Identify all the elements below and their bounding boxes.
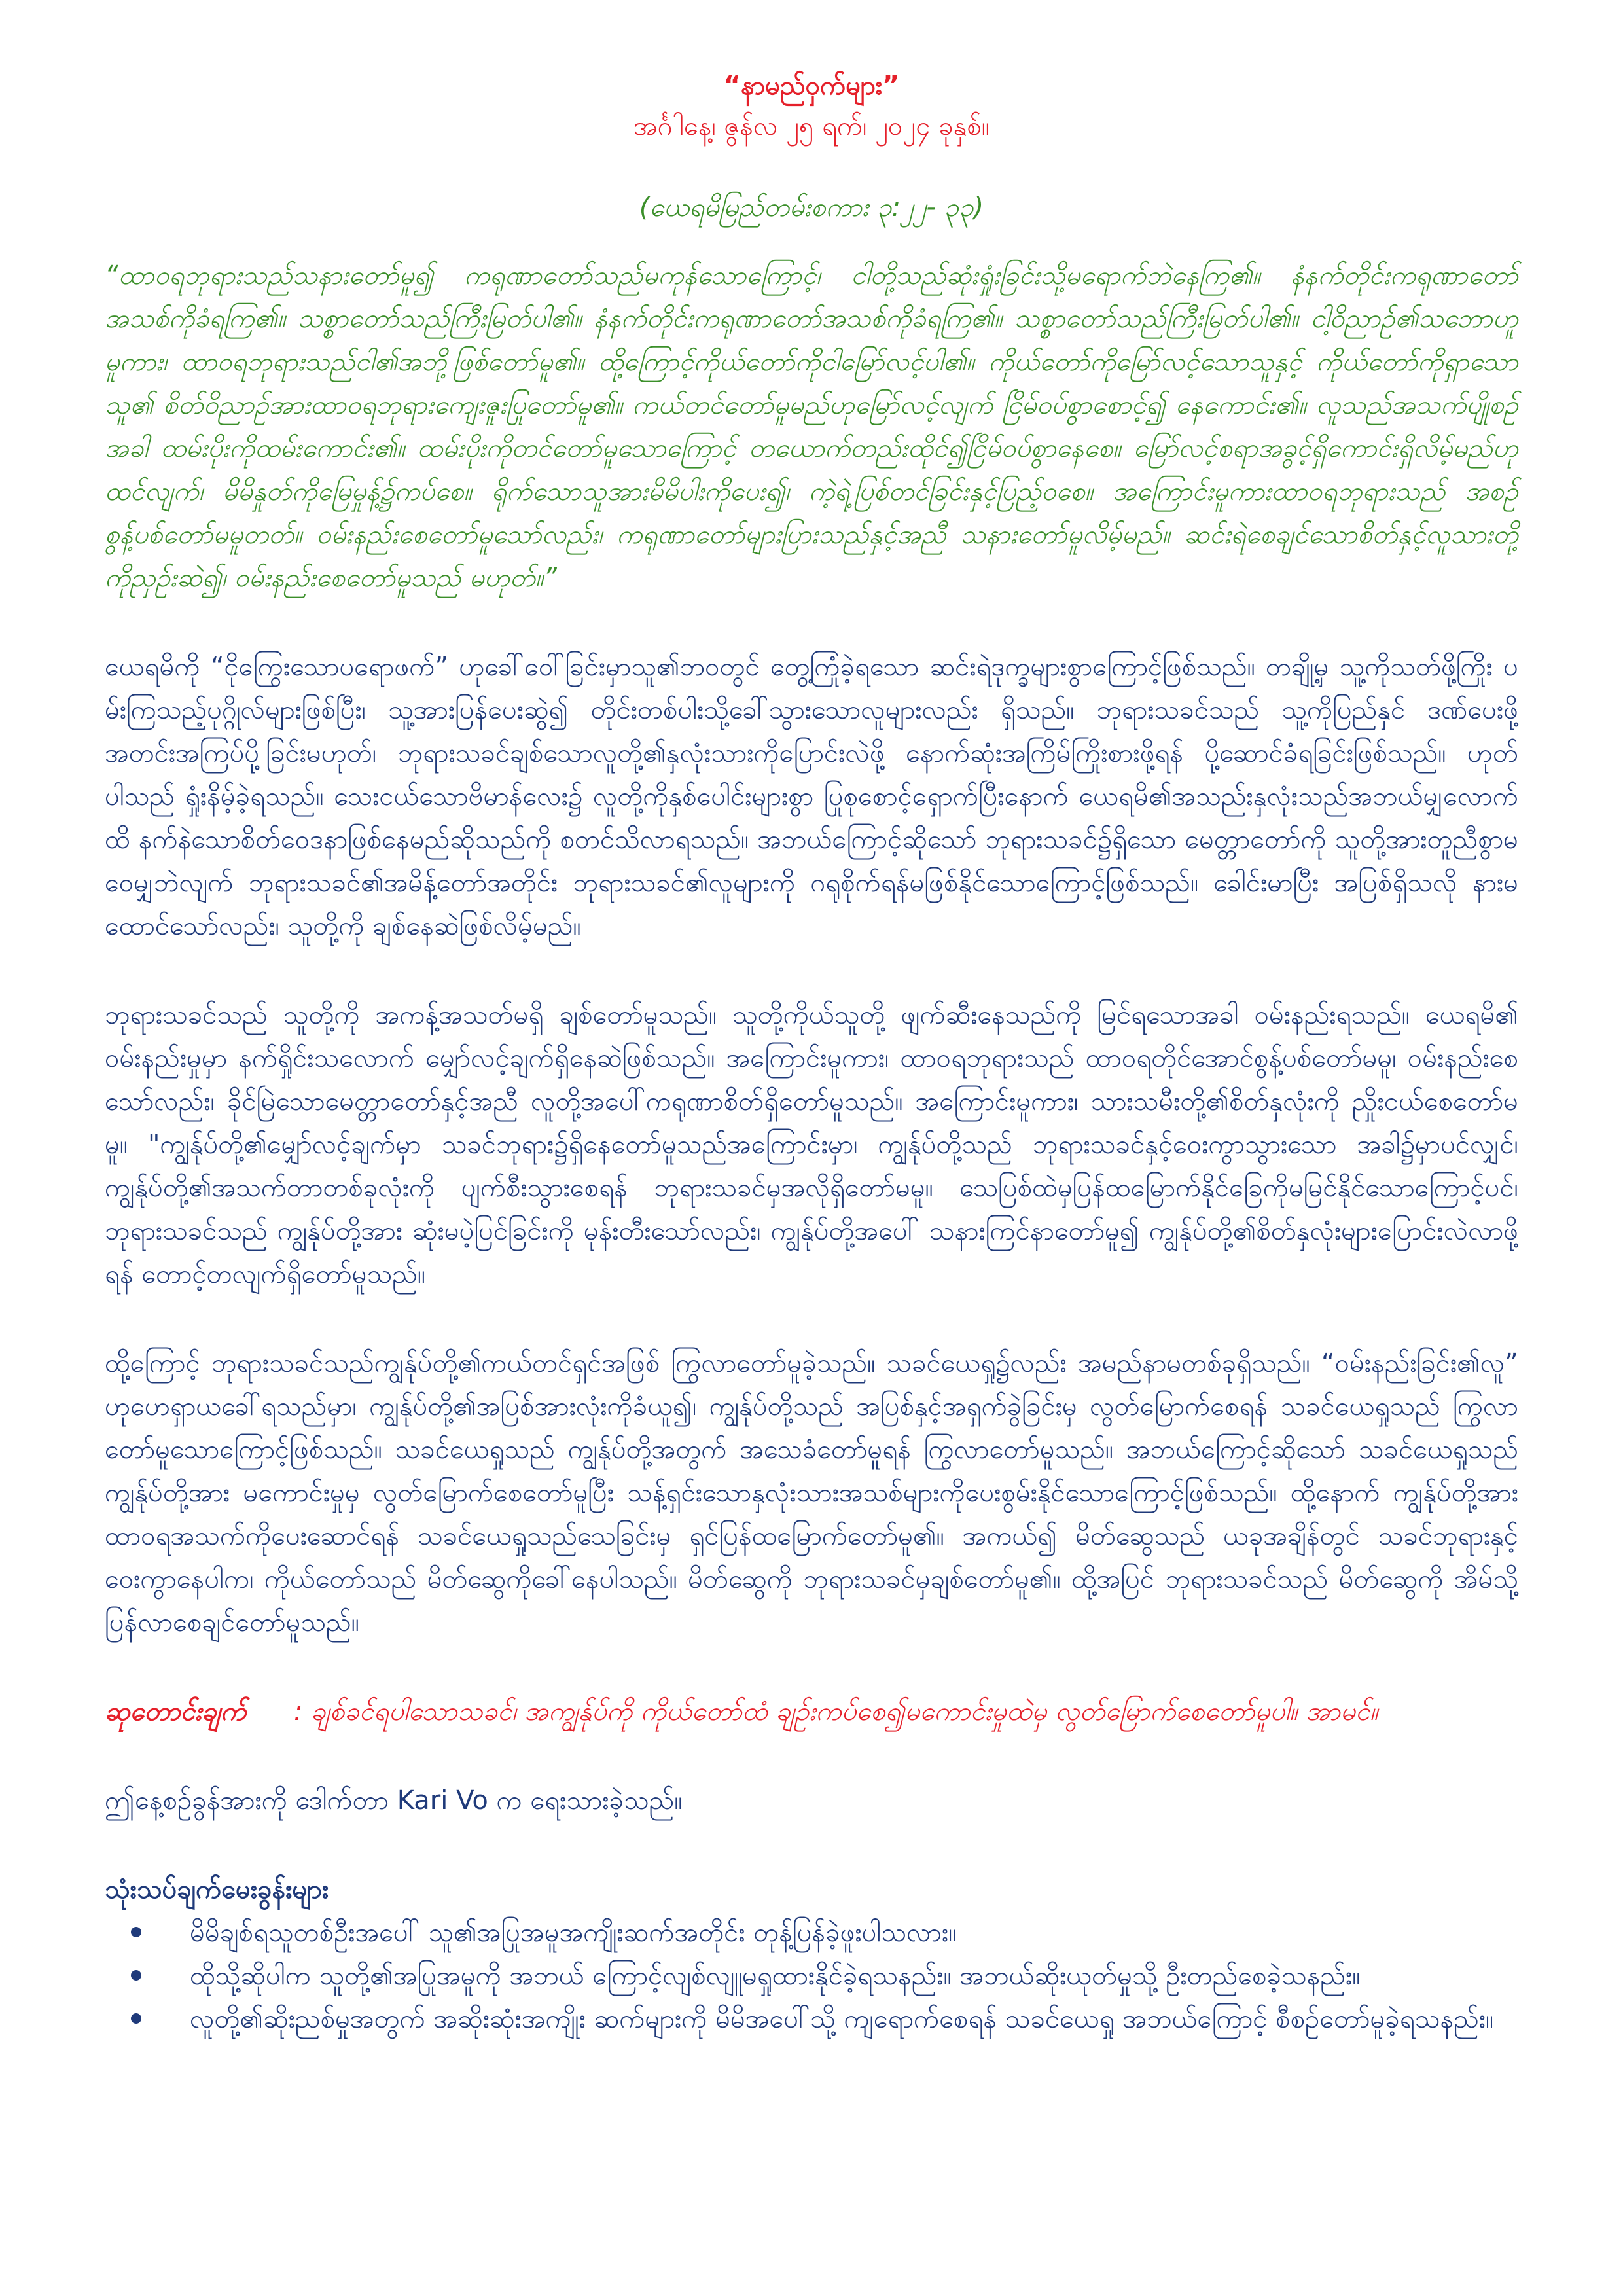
question-text: မိမိချစ်ရသူတစ်ဦးအပေါ် သူ၏အပြုအမူအကျိုးဆက်အတိုင်း တုန့်ပြန်ခဲ့ဖူးပါသလား။	[190, 1918, 957, 1948]
body-paragraph-1: ယေရမိကို “ငိုကြွေးသောပရောဖက်” ဟုခေါ်ဝေါ်ခြင်းမှာသူ၏ဘဝတွင် တွေ့ကြုံခဲ့ရသော ဆင်းရဲဒုက္ခများစွာကြောင့်ဖြစ်သည်။ တချို့မှ သူ့ကိုသတ်ဖို့ကြိုး ပမ်းကြသည့်ပုဂ္ဂိုလ်များဖြစ်ပြီး၊ သူ့အားပြန်ပေးဆွဲ၍ တိုင်းတစ်ပါးသို့ခေါ်သွားသောလူများလည်း ရှိသည်။ ဘုရားသခင်သည် သူ့ကိုပြည်နှင် ဒဏ်ပေးဖို့ အတင်းအကြပ်ပို့ခြင်းမဟုတ်၊ ဘုရားသခင်ချစ်သောလူတို့၏နှလုံးသားကိုပြောင်းလဲဖို့ နောက်ဆုံးအကြိမ်ကြိုးစားဖို့ရန် ပို့ဆောင်ခံရခြင်းဖြစ်သည်။ ဟုတ်ပါသည် ရှုံးနိမ့်ခဲ့ရသည်။ သေးငယ်သောဗိမာန်လေး၌ လူတို့ကိုနှစ်ပေါင်းများစွာ ပြုစုစောင့်ရှောက်ပြီးနောက် ယေရမိ၏အသည်းနှလုံးသည်အဘယ်မျှလောက်ထိ နက်နဲသောစိတ်ဝေဒနာဖြစ်နေမည်ဆိုသည်ကို စတင်သိလာရသည်။ အဘယ်ကြောင့်ဆိုသော် ဘုရားသခင်၌ရှိသော မေတ္တာတော်ကို သူတို့အားတူညီစွာမဝေမျှဘဲလျက် ဘုရားသခင်၏အမိန့်တော်အတိုင်း ဘုရားသခင်၏လူများကို ဂရုစိုက်ရန်မဖြစ်နိုင်သောကြောင့်ဖြစ်သည်။ ခေါင်းမာပြီး အပြစ်ရှိသလို နားမထောင်သော်လည်း၊ သူတို့ကို ချစ်နေဆဲဖြစ်လိမ့်မည်။	[105, 652, 1518, 941]
prayer-label: ဆုတောင်းချက်	[105, 1696, 247, 1727]
scripture-reference: (ယေရမိမြည်တမ်းစကား ၃:၂၂- ၃၃)	[639, 192, 984, 223]
scripture-text: “ထာဝရဘုရားသည်သနားတော်မူ၍ ကရုဏာတော်သည်မကုန်သောကြောင့်၊ ငါတို့သည်ဆုံးရှုံးခြင်းသို့မရောက်ဘဲနေကြ၏။ နံနက်တိုင်းကရုဏာတော် အသစ်ကိုခံရကြ၏။ သစ္စာတော်သည်ကြီးမြတ်ပါ၏။ နံနက်တိုင်းကရုဏာတော်အသစ်ကိုခံရကြ၏။ သစ္စာတော်သည်ကြီးမြတ်ပါ၏။ ငါ့ဝိညာဉ်၏သဘောဟူမူကား၊ ထာဝရဘုရားသည်ငါ၏အဘို့ဖြစ်တော်မူ၏။ ထို့ကြောင့်ကိုယ်တော်ကိုငါမြော်လင့်ပါ၏။ ကိုယ်တော်ကိုမြော်လင့်သောသူနှင့် ကိုယ်တော်ကိုရှာသောသူ၏ စိတ်ဝိညာဉ်အားထာဝရဘုရားကျေးဇူးပြုတော်မူ၏။ ကယ်တင်တော်မူမည်ဟုမြော်လင့်လျက် ငြိမ်ဝပ်စွာစောင့်၍ နေကောင်း၏။ လူသည်အသက်ပျိုစဉ်အခါ ထမ်းပိုးကိုထမ်းကောင်း၏။ ထမ်းပိုးကိုတင်တော်မူသောကြောင့် တယောက်တည်းထိုင်၍ငြိမ်ဝပ်စွာနေစေ။ မြော်လင့်စရာအခွင့်ရှိကောင်းရှိလိမ့်မည်ဟုထင်လျက်၊ မိမိနှုတ်ကိုမြေမှုန့်၌ကပ်စေ။ ရိုက်သောသူအားမိမိပါးကိုပေး၍၊ ကဲ့ရဲ့ပြစ်တင်ခြင်းနှင့်ပြည့်ဝစေ။ အကြောင်းမူကားထာဝရဘုရားသည် အစဉ်စွန့်ပစ်တော်မမူတတ်။ ဝမ်းနည်းစေတော်မူသော်လည်း၊ ကရုဏာတော်များပြားသည်နှင့်အညီ သနားတော်မူလိမ့်မည်။ ဆင်းရဲစေချင်သောစိတ်နှင့်လူသားတို့ကိုညှဉ်းဆဲ၍၊ ဝမ်းနည်းစေတော်မူသည် မဟုတ်။”	[105, 260, 1518, 593]
prayer-text: : ချစ်ခင်ရပါသောသခင်၊ အကျွန်ုပ်ကို ကိုယ်တော်ထံ ချဉ်းကပ်စေ၍မကောင်းမှုထဲမှ လွတ်မြောက်စေတော်မူပါ။ အာမင်။	[293, 1696, 1378, 1727]
devotional-title: “နာမည်ဝှက်များ”	[723, 71, 900, 101]
list-item	[105, 1954, 1518, 1998]
bullet-icon	[131, 1927, 141, 1937]
list-item	[105, 1998, 1518, 2041]
questions-list	[105, 1911, 1518, 2041]
body-paragraph-3: ထို့ကြောင့် ဘုရားသခင်သည်ကျွန်ုပ်တို့၏ကယ်တင်ရှင်အဖြစ် ကြွလာတော်မူခဲ့သည်။ သခင်ယေရှု၌လည်း အမည်နာမတစ်ခုရှိသည်။ “ဝမ်းနည်းခြင်း၏လူ” ဟုဟေရှာယခေါ်ရသည်မှာ၊ ကျွန်ုပ်တို့၏အပြစ်အားလုံးကိုခံယူ၍၊ ကျွန်ုပ်တို့သည် အပြစ်နှင့်အရှက်ခွဲခြင်းမှ လွတ်မြောက်စေရန် သခင်ယေရှုသည် ကြွလာတော်မူသောကြောင့်ဖြစ်သည်။ သခင်ယေရှုသည် ကျွန်ုပ်တို့အတွက် အသေခံတော်မူရန် ကြွလာတော်မူသည်။ အဘယ်ကြောင့်ဆိုသော် သခင်ယေရှုသည် ကျွန်ုပ်တို့အား မကောင်းမှုမှ လွတ်မြောက်စေတော်မူပြီး သန့်ရှင်းသောနှလုံးသားအသစ်များကိုပေးစွမ်းနိုင်သောကြောင့်ဖြစ်သည်။ ထို့နောက် ကျွန်ုပ်တို့အား ထာဝရအသက်ကိုပေးဆောင်ရန် သခင်ယေရှုသည်သေခြင်းမှ ရှင်ပြန်ထမြောက်တော်မူ၏။ အကယ်၍ မိတ်ဆွေသည် ယခုအချိန်တွင် သခင်ဘုရားနှင့် ဝေးကွာနေပါက၊ ကိုယ်တော်သည် မိတ်ဆွေကိုခေါ်နေပါသည်။ မိတ်ဆွေကို ဘုရားသခင်မှချစ်တော်မူ၏။ ထို့အပြင် ဘုရားသခင်သည် မိတ်ဆွေကို အိမ်သို့ပြန်လာစေချင်တော်မူသည်။	[105, 1348, 1518, 1638]
question-text: လူတို့၏ဆိုးညစ်မှုအတွက် အဆိုးဆုံးအကျိုး ဆက်များကို မိမိအပေါ်သို့ ကျရောက်စေရန် သခင်ယေရှု အဘယ်ကြောင့် စီစဉ်တော်မူခဲ့ရသနည်း။	[190, 2004, 1494, 2034]
author-line: ဤနေ့စဉ်ခွန်အားကို ဒေါက်တာ Kari Vo က ရေးသားခဲ့သည်။	[105, 1785, 683, 1816]
body-paragraph-2: ဘုရားသခင်သည် သူတို့ကို အကန့်အသတ်မရှိ ချစ်တော်မူသည်။ သူတို့ကိုယ်သူတို့ ဖျက်ဆီးနေသည်ကို မြင်ရသောအခါ ဝမ်းနည်းရသည်။ ယေရမိ၏ ဝမ်းနည်းမှုမှာ နက်ရှိုင်းသလောက် မျှော်လင့်ချက်ရှိနေဆဲဖြစ်သည်။ အကြောင်းမူကား၊ ထာဝရဘုရားသည် ထာဝရတိုင်အောင်စွန့်ပစ်တော်မမူ၊ ဝမ်းနည်းစေသော်လည်း၊ ခိုင်မြဲသောမေတ္တာတော်နှင့်အညီ လူတို့အပေါ်ကရုဏာစိတ်ရှိတော်မူသည်။ အကြောင်းမူကား၊ သားသမီးတို့၏စိတ်နှလုံးကို ညှိုးငယ်စေတော်မမူ။ "ကျွန်ုပ်တို့၏မျှော်လင့်ချက်မှာ သခင်ဘုရား၌ရှိနေတော်မူသည်အကြောင်းမှာ၊ ကျွန်ုပ်တို့သည် ဘုရားသခင်နှင့်ဝေးကွာသွားသော အခါ၌မှာပင်လျှင်၊ ကျွန်ုပ်တို့၏အသက်တာတစ်ခုလုံးကို ပျက်စီးသွားစေရန် ဘုရားသခင်မှအလိုရှိတော်မမူ။ သေပြစ်ထဲမှပြန်ထမြောက်နိုင်ခြေကိုမမြင်နိုင်သောကြောင့်ပင်၊ ဘုရားသခင်သည် ကျွန်ုပ်တို့အား ဆုံးမပဲ့ပြင်ခြင်းကို မုန်းတီးသော်လည်း၊ ကျွန်ုပ်တို့အပေါ် သနားကြင်နာတော်မူ၍ ကျွန်ုပ်တို့၏စိတ်နှလုံးများပြောင်းလဲလာဖို့ရန် တောင့်တလျက်ရှိတော်မူသည်။	[105, 1000, 1518, 1289]
prayer-section	[105, 1690, 1518, 1733]
questions-heading: သုံးသပ်ချက်မေးခွန်းများ	[105, 1874, 329, 1905]
question-text: ထိုသို့ဆိုပါက သူတို့၏အပြုအမူကို အဘယ် ကြောင့်လျစ်လျူမရှုထားနိုင်ခဲ့ရသနည်း။ အဘယ်ဆိုးယုတ်မှုသို့ ဦးတည်စေခဲ့သနည်း။	[190, 1961, 1361, 1991]
bullet-icon	[131, 2013, 141, 2024]
bullet-icon	[131, 1970, 141, 1981]
list-item	[105, 1911, 1518, 1954]
devotional-date: အင်္ဂါနေ့၊ ဇွန်လ ၂၅ ရက်၊ ၂၀၂၄ ခုနှစ်။	[633, 111, 990, 141]
devotional-page	[105, 65, 1518, 2041]
